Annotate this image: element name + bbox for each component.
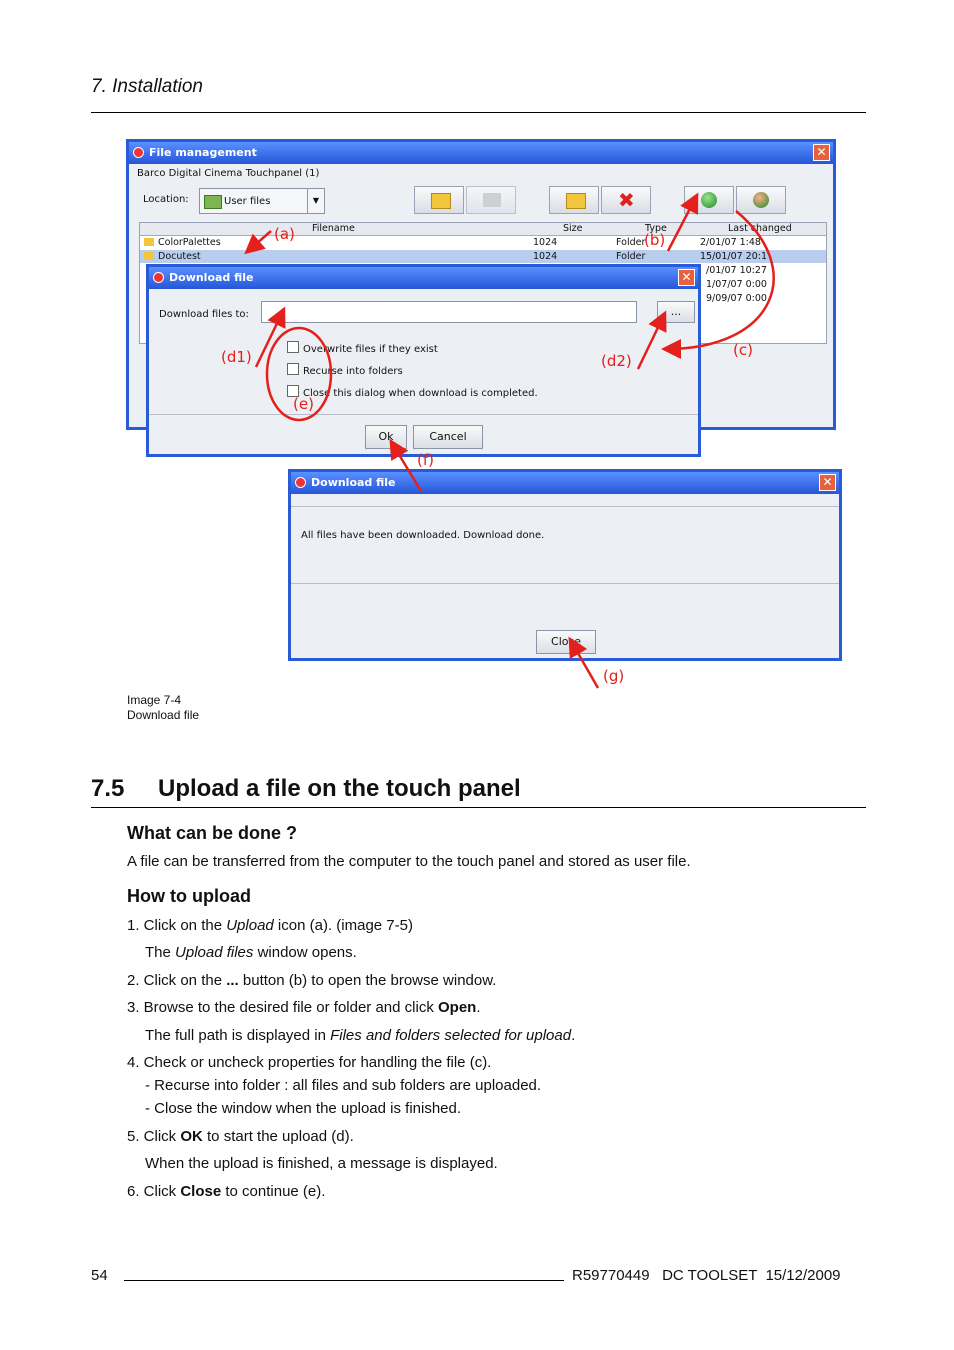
caption-text: Download file [127,708,200,722]
delete-icon: ✖ [618,188,635,212]
step-text: 3. Browse to the desired file or folder and click [127,999,438,1016]
label-c: (c) [733,341,753,359]
step-text: The [145,944,176,961]
step-5-note: When the upload is finished, a message is displayed. [145,1155,498,1172]
ok-button[interactable]: Ok [365,425,407,449]
caption-number: Image 7-4 [127,693,182,707]
step-5 [127,1128,354,1145]
option-label: Close this dialog when download is completed. [303,388,538,399]
header-rule [91,112,866,113]
footer-doc: R59770449 DC TOOLSET 15/12/2009 [572,1267,841,1284]
row-changed: /01/07 10:27 [706,265,767,276]
row-changed: 2/01/07 1:48 [700,237,761,248]
col-filename[interactable]: Filename [312,223,355,234]
step-text: button (b) to open the browse window. [238,972,497,989]
how-heading: How to upload [127,886,251,906]
row-type: Folder [616,251,646,262]
location-value: User files [224,196,271,207]
step-bold: Close [180,1183,222,1200]
row-name: Docutest [158,251,201,262]
step-text: 5. Click [127,1128,181,1145]
row-changed: 15/01/07 20:1 [700,251,768,262]
footer-rule [124,1280,564,1281]
step-text: 6. Click [127,1183,181,1200]
label-a: (a) [274,225,295,243]
step-4-detail-2: - Close the window when the upload is finished. [145,1100,462,1117]
close-button[interactable]: Close [536,630,596,654]
step-3-note [145,1027,575,1044]
row-changed: 1/07/07 0:00 [706,279,767,290]
step-text: to continue (e). [221,1183,326,1200]
dialog-title: Download file [169,271,254,284]
step-3 [127,999,481,1016]
row-name: ColorPalettes [158,237,221,248]
step-italic: Upload [226,917,274,934]
chevron-down-icon[interactable]: ▼ [307,189,324,213]
step-text: to start the upload (d). [202,1128,354,1145]
arrow-d2 [638,315,664,369]
label-d2: (d2) [601,352,632,370]
label-b: (b) [644,231,666,249]
close-icon[interactable]: ✕ [813,144,830,161]
step-text: icon (a). (image 7-5) [273,917,413,934]
chapter-header: 7. Installation [91,76,203,97]
step-bold: ... [226,972,239,989]
arrow-b [668,197,696,251]
step-text: 2. Click on the [127,972,227,989]
cancel-button[interactable]: Cancel [413,425,483,449]
download-to-label: Download files to: [159,309,249,320]
section-title: Upload a file on the touch panel [158,775,521,802]
row-size: 1024 [533,251,558,262]
step-2 [127,972,496,989]
section-rule [91,807,866,808]
step-4: 4. Check or uncheck properties for handling the file (c). [127,1054,492,1071]
step-text: . [571,1027,576,1044]
step-text: . [476,999,481,1016]
browse-button[interactable]: ... [657,301,695,323]
step-text: The full path is displayed in [145,1027,331,1044]
close-icon[interactable]: ✕ [678,269,695,286]
annotation-arrows [126,139,842,691]
label-g: (g) [603,667,625,685]
option-label: Recurse into folders [303,366,403,377]
col-type[interactable]: Type [645,223,667,234]
option-label: Overwrite files if they exist [303,344,438,355]
label-f: (f) [417,451,434,469]
step-6 [127,1183,325,1200]
row-size: 1024 [533,237,558,248]
step-bold: Open [438,999,477,1016]
step-text: 1. Click on the [127,917,227,934]
section-number: 7.5 [91,775,125,802]
step-1-note [145,944,357,961]
arrow-a [248,231,271,251]
arrow-g [571,641,598,688]
window-title: File management [149,146,257,159]
step-4-detail-1: - Recurse into folder : all files and sub folders are uploaded. [145,1077,542,1094]
step-italic: Upload files [175,944,254,961]
row-changed: 9/09/07 0:00 [706,293,767,304]
label-e: (e) [293,395,314,413]
done-message: All files have been downloaded. Download done. [301,530,545,541]
step-1 [127,917,413,934]
step-bold: OK [180,1128,203,1145]
step-text: window opens. [253,944,357,961]
what-text: A file can be transferred from the computer to the touch panel and stored as user file. [127,853,691,870]
col-last-changed[interactable]: Last changed [728,223,792,234]
dialog-title: Download file [311,476,396,489]
col-size[interactable]: Size [563,223,583,234]
device-label: Barco Digital Cinema Touchpanel (1) [137,168,320,179]
what-heading: What can be done ? [127,823,298,843]
label-d1: (d1) [221,348,252,366]
location-label: Location: [143,194,189,205]
figure-screenshot [126,139,842,691]
arrow-c [666,211,774,349]
row-type: Folder [616,237,646,248]
step-italic: Files and folders selected for upload [330,1027,572,1044]
page-number: 54 [91,1267,108,1284]
close-icon[interactable]: ✕ [819,474,836,491]
